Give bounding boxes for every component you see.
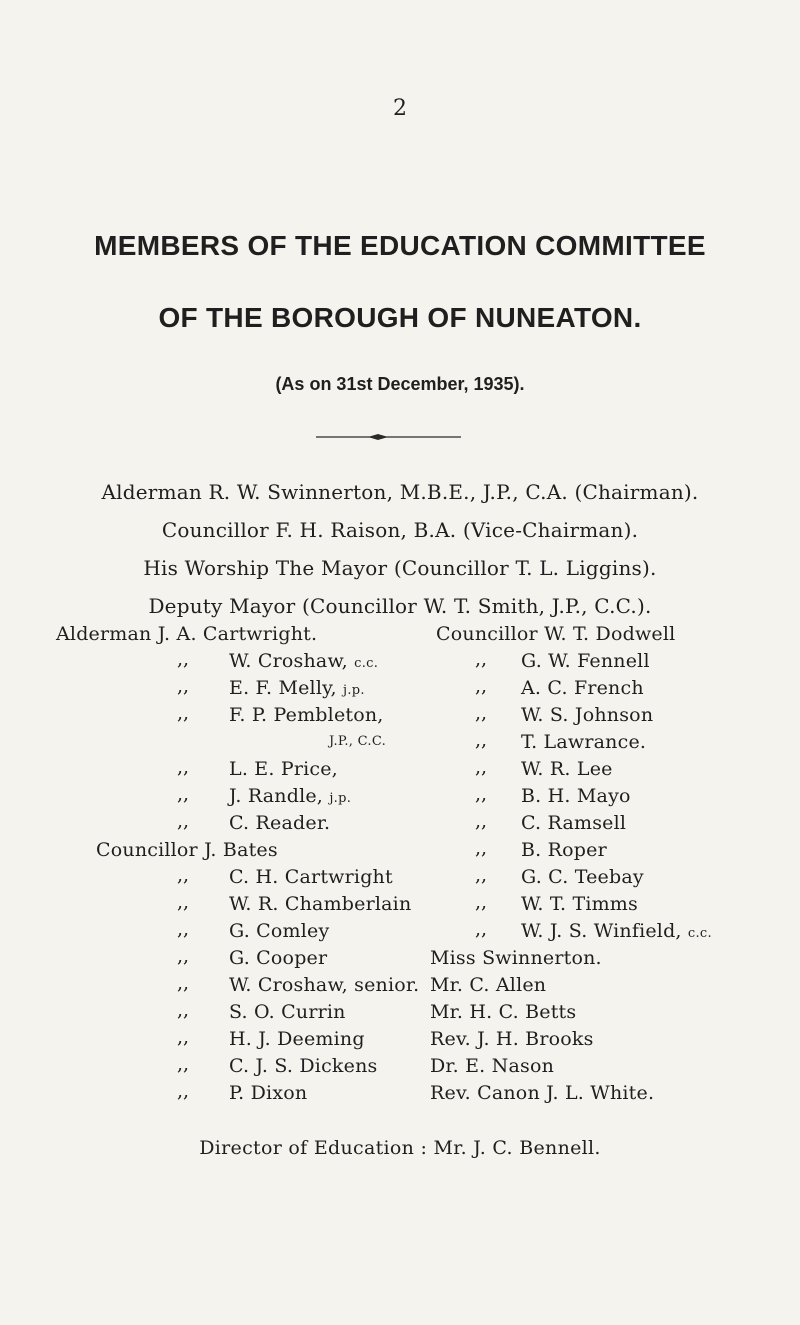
list-item: F. P. Pembleton, (229, 704, 384, 726)
ditto-mark: ,, (475, 837, 488, 859)
list-item: W. R. Lee (521, 758, 613, 780)
ditto-mark: ,, (177, 999, 190, 1021)
ditto-mark: ,, (475, 891, 488, 913)
list-item: G. Cooper (229, 947, 328, 969)
list-item: Rev. J. H. Brooks (430, 1028, 594, 1050)
ditto-mark: ,, (177, 675, 190, 697)
list-item: G. C. Teebay (521, 866, 644, 888)
ditto-mark: ,, (475, 918, 488, 940)
list-item: T. Lawrance. (521, 731, 647, 753)
ditto-mark: ,, (475, 675, 488, 697)
ditto-mark: ,, (177, 1053, 190, 1075)
list-item: C. J. S. Dickens (229, 1055, 378, 1077)
ditto-mark: ,, (177, 648, 190, 670)
list-item: Rev. Canon J. L. White. (430, 1082, 655, 1104)
deputy-mayor: Deputy Mayor (Councillor W. T. Smith, J.P., C.C.). (148, 594, 652, 618)
ditto-mark: ,, (177, 783, 190, 805)
divider-ornament (316, 433, 461, 441)
ditto-mark: ,, (177, 1026, 190, 1048)
list-item: Councillor J. Bates (96, 839, 278, 861)
page-subtitle-date: (As on 31st December, 1935). (275, 374, 525, 394)
list-item: E. F. Melly, j.p. (229, 677, 365, 699)
page-number: 2 (393, 96, 407, 121)
list-item: W. R. Chamberlain (229, 893, 412, 915)
list-item: L. E. Price, (229, 758, 338, 780)
list-item: B. H. Mayo (521, 785, 631, 807)
list-item: W. Croshaw, c.c. (229, 650, 379, 672)
list-item: C. H. Cartwright (229, 866, 393, 888)
ditto-mark: ,, (177, 810, 190, 832)
list-item: H. J. Deeming (229, 1028, 365, 1050)
ditto-mark: ,, (475, 783, 488, 805)
ditto-mark: ,, (177, 972, 190, 994)
list-item: Councillor W. T. Dodwell (436, 623, 676, 645)
list-item: G. W. Fennell (521, 650, 650, 672)
page-title-line-2: OF THE BOROUGH OF NUNEATON. (158, 302, 642, 333)
ditto-mark: ,, (475, 648, 488, 670)
list-item: W. S. Johnson (521, 704, 654, 726)
ditto-mark: ,, (475, 756, 488, 778)
ditto-mark: ,, (177, 1080, 190, 1102)
list-item: W. Croshaw, senior. (229, 974, 420, 996)
list-item: W. T. Timms (521, 893, 638, 915)
ditto-mark: ,, (177, 864, 190, 886)
ditto-mark: ,, (475, 702, 488, 724)
list-item: S. O. Currin (229, 1001, 346, 1023)
list-item: J. Randle, j.p. (229, 785, 352, 807)
list-item: B. Roper (521, 839, 607, 861)
list-item: Mr. C. Allen (430, 974, 547, 996)
ditto-mark: ,, (177, 891, 190, 913)
list-item: C. Ramsell (521, 812, 627, 834)
ditto-mark: ,, (475, 864, 488, 886)
list-item: A. C. French (521, 677, 644, 699)
list-item: Dr. E. Nason (430, 1055, 555, 1077)
list-item: Alderman J. A. Cartwright. (56, 623, 318, 645)
ditto-mark: ,, (475, 810, 488, 832)
list-item: G. Comley (229, 920, 330, 942)
list-item: Miss Swinnerton. (430, 947, 602, 969)
list-item: Mr. H. C. Betts (430, 1001, 577, 1023)
continuation-text: J.P., C.C. (329, 734, 387, 749)
list-item: C. Reader. (229, 812, 331, 834)
chairman: Alderman R. W. Swinnerton, M.B.E., J.P., C.A. (Chairman). (101, 480, 699, 504)
ditto-mark: ,, (177, 756, 190, 778)
list-item: W. J. S. Winfield, c.c. (521, 920, 712, 942)
ditto-mark: ,, (475, 729, 488, 751)
mayor: His Worship The Mayor (Councillor T. L. Liggins). (143, 556, 657, 580)
ditto-mark: ,, (177, 945, 190, 967)
ditto-mark: ,, (177, 918, 190, 940)
director-of-education: Director of Education : Mr. J. C. Bennell. (199, 1137, 601, 1159)
ditto-mark: ,, (177, 702, 190, 724)
list-item: P. Dixon (229, 1082, 308, 1104)
vice-chairman: Councillor F. H. Raison, B.A. (Vice-Chairman). (161, 518, 639, 542)
page-title-line-1: MEMBERS OF THE EDUCATION COMMITTEE (94, 230, 706, 261)
